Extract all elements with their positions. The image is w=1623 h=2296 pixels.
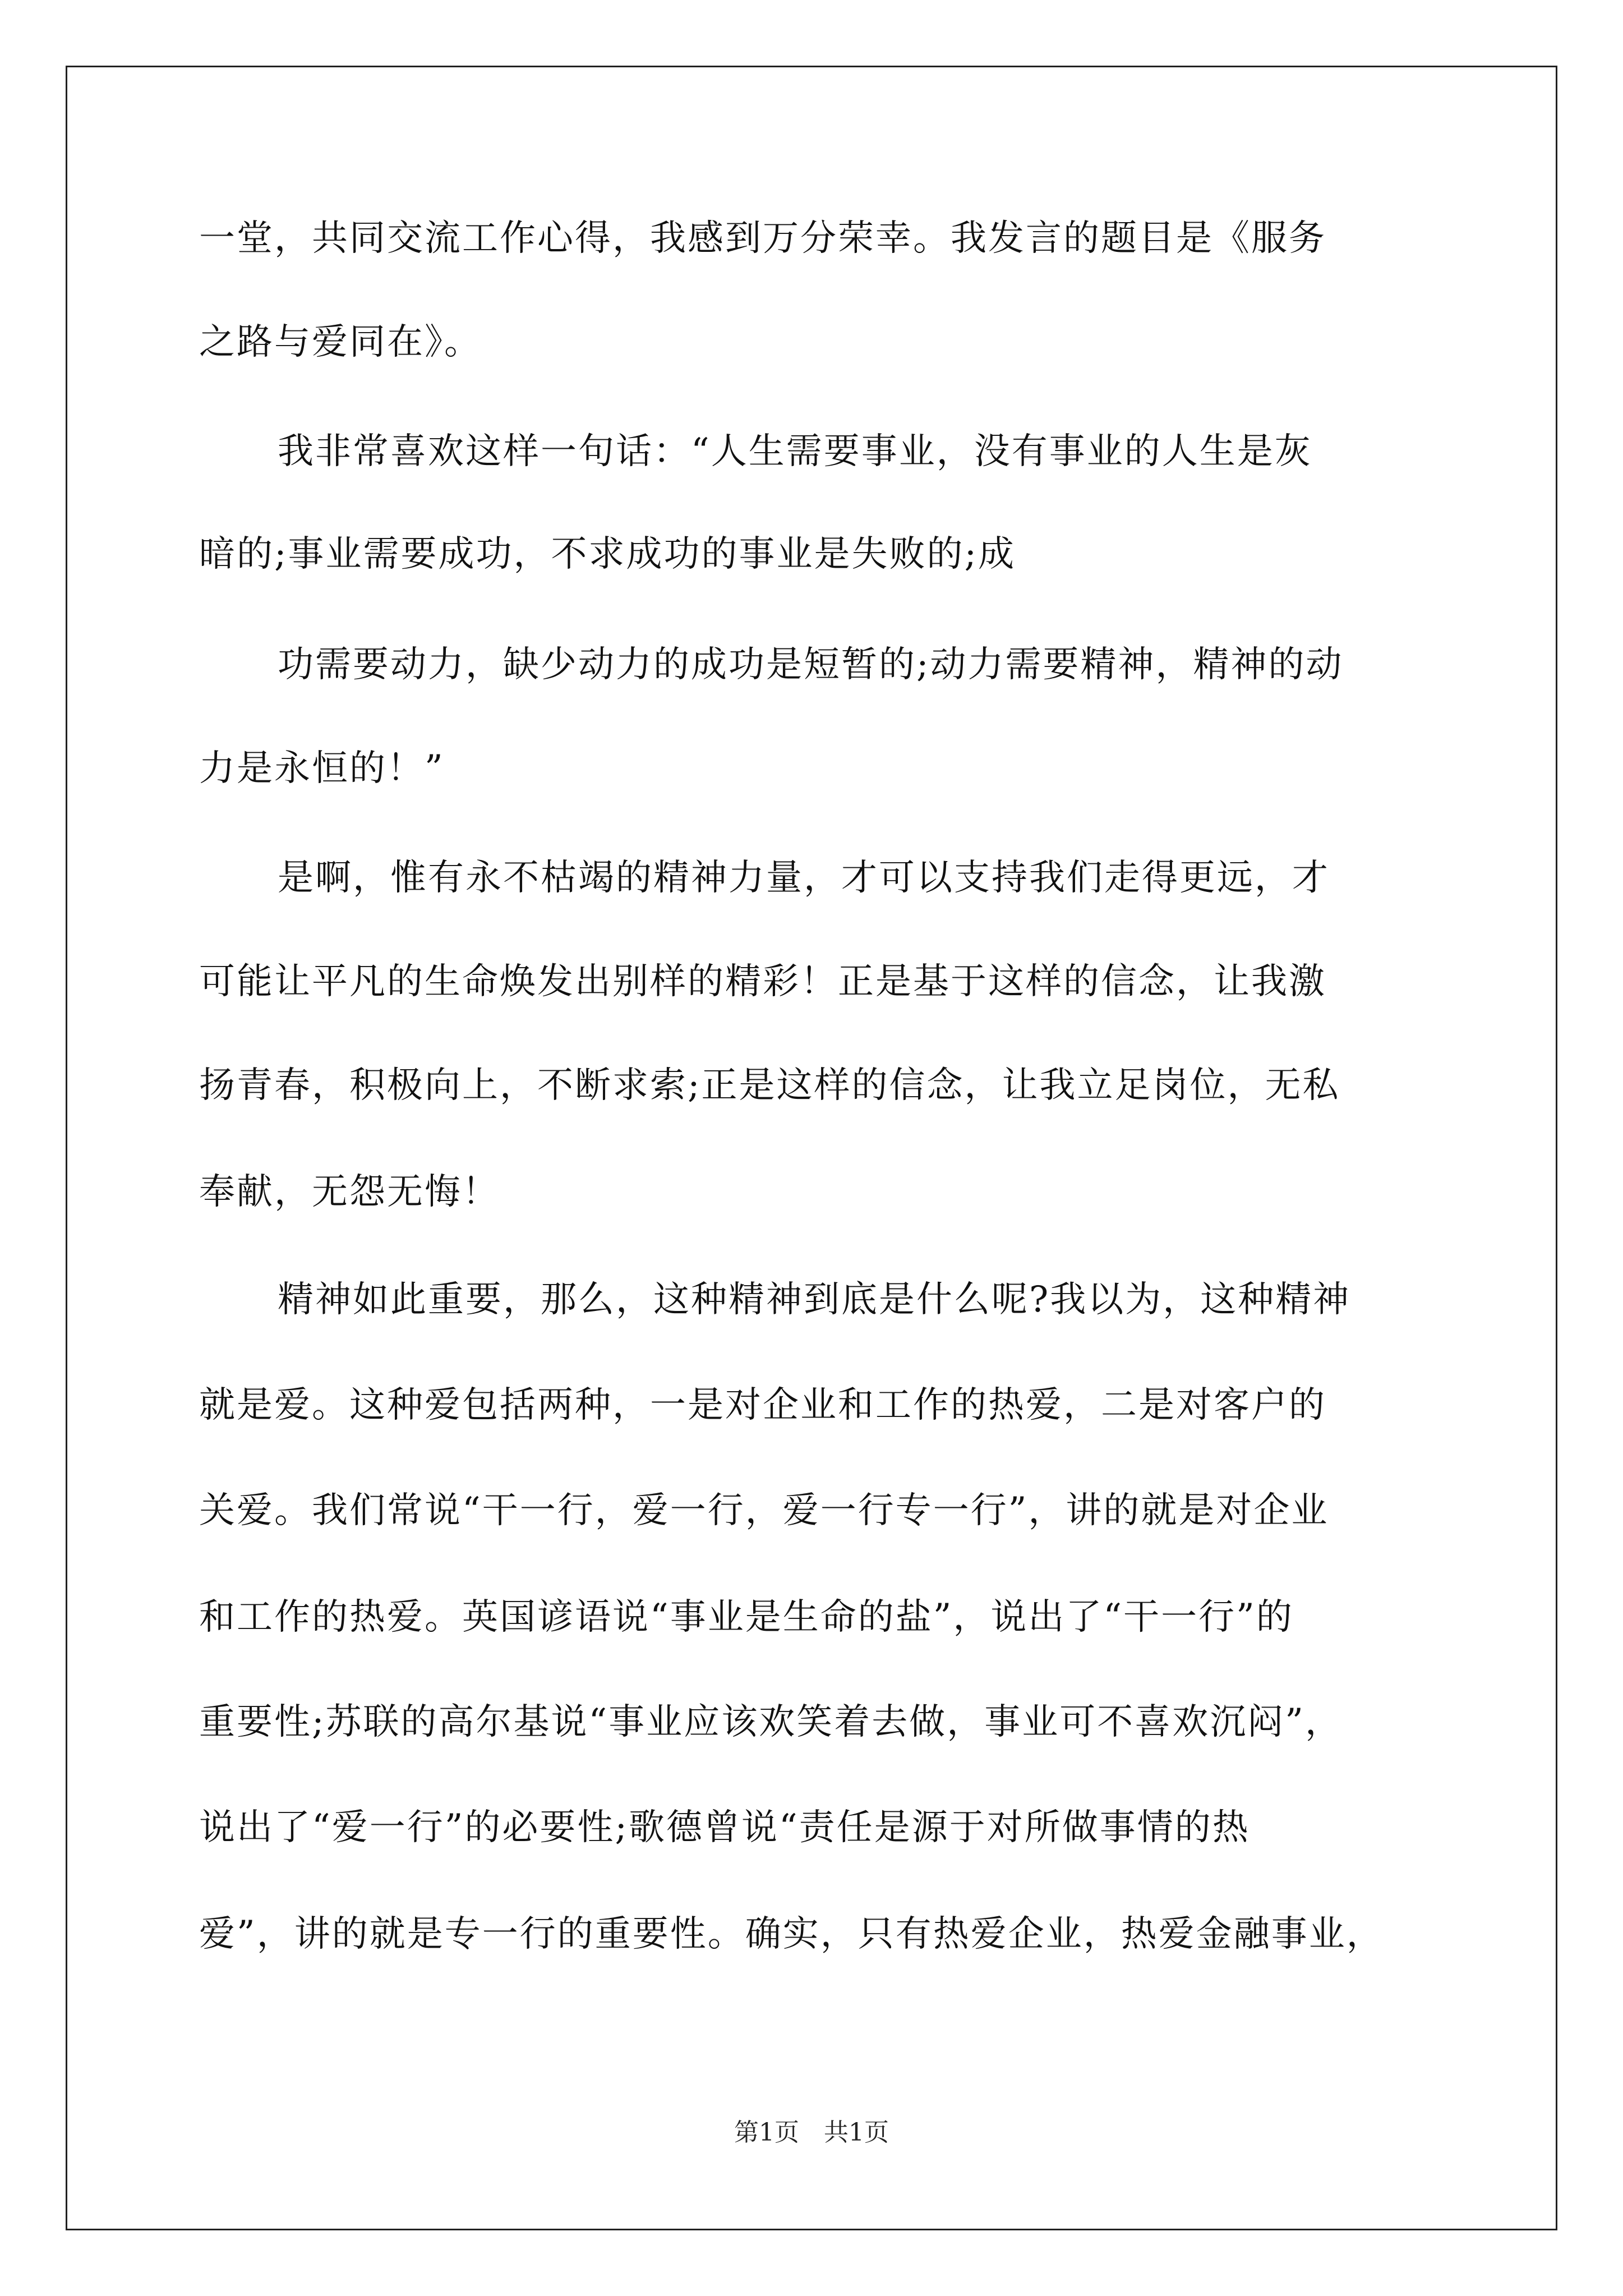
text-line: 是啊，惟有永不枯竭的精神力量，才可以支持我们走得更远，才 <box>278 857 1330 899</box>
text-line: 功需要动力，缺少动力的成功是短暂的;动力需要精神，精神的动 <box>278 644 1344 685</box>
text-line: 之路与爱同在》。 <box>199 321 482 363</box>
text-line: 暗的;事业需要成功，不求成功的事业是失败的;成 <box>199 533 1016 575</box>
text-line: 可能让平凡的生命焕发出别样的精彩！正是基于这样的信念，让我激 <box>199 961 1326 1002</box>
text-line: 重要性;苏联的高尔基说“事业应该欢笑着去做，事业可不喜欢沉闷”， <box>199 1701 1343 1743</box>
text-line: 关爱。我们常说“干一行，爱一行，爱一行专一行”，讲的就是对企业 <box>199 1490 1329 1531</box>
text-line: 力是永恒的！” <box>199 748 445 789</box>
page-border <box>66 66 1557 2230</box>
text-line: 精神如此重要，那么，这种精神到底是什么呢?我以为，这种精神 <box>278 1279 1351 1320</box>
page-number-footer: 第1页 共1页 <box>734 2118 889 2147</box>
text-line: 一堂，共同交流工作心得，我感到万分荣幸。我发言的题目是《服务 <box>199 218 1326 259</box>
text-line: 扬青春，积极向上，不断求索;正是这样的信念，让我立足岗位，无私 <box>199 1065 1340 1106</box>
text-line: 奉献，无怨无悔！ <box>199 1171 500 1213</box>
text-line: 说出了“爱一行”的必要性;歌德曾说“责任是源于对所做事情的热 <box>199 1807 1250 1848</box>
text-line: 就是爱。这种爱包括两种，一是对企业和工作的热爱，二是对客户的 <box>199 1384 1326 1426</box>
text-line: 和工作的热爱。英国谚语说“事业是生命的盐”，说出了“干一行”的 <box>199 1596 1294 1638</box>
text-line: 爱”，讲的就是专一行的重要性。确实，只有热爱企业，热爱金融事业， <box>199 1913 1384 1955</box>
text-line: 我非常喜欢这样一句话：“人生需要事业，没有事业的人生是灰 <box>278 431 1312 472</box>
